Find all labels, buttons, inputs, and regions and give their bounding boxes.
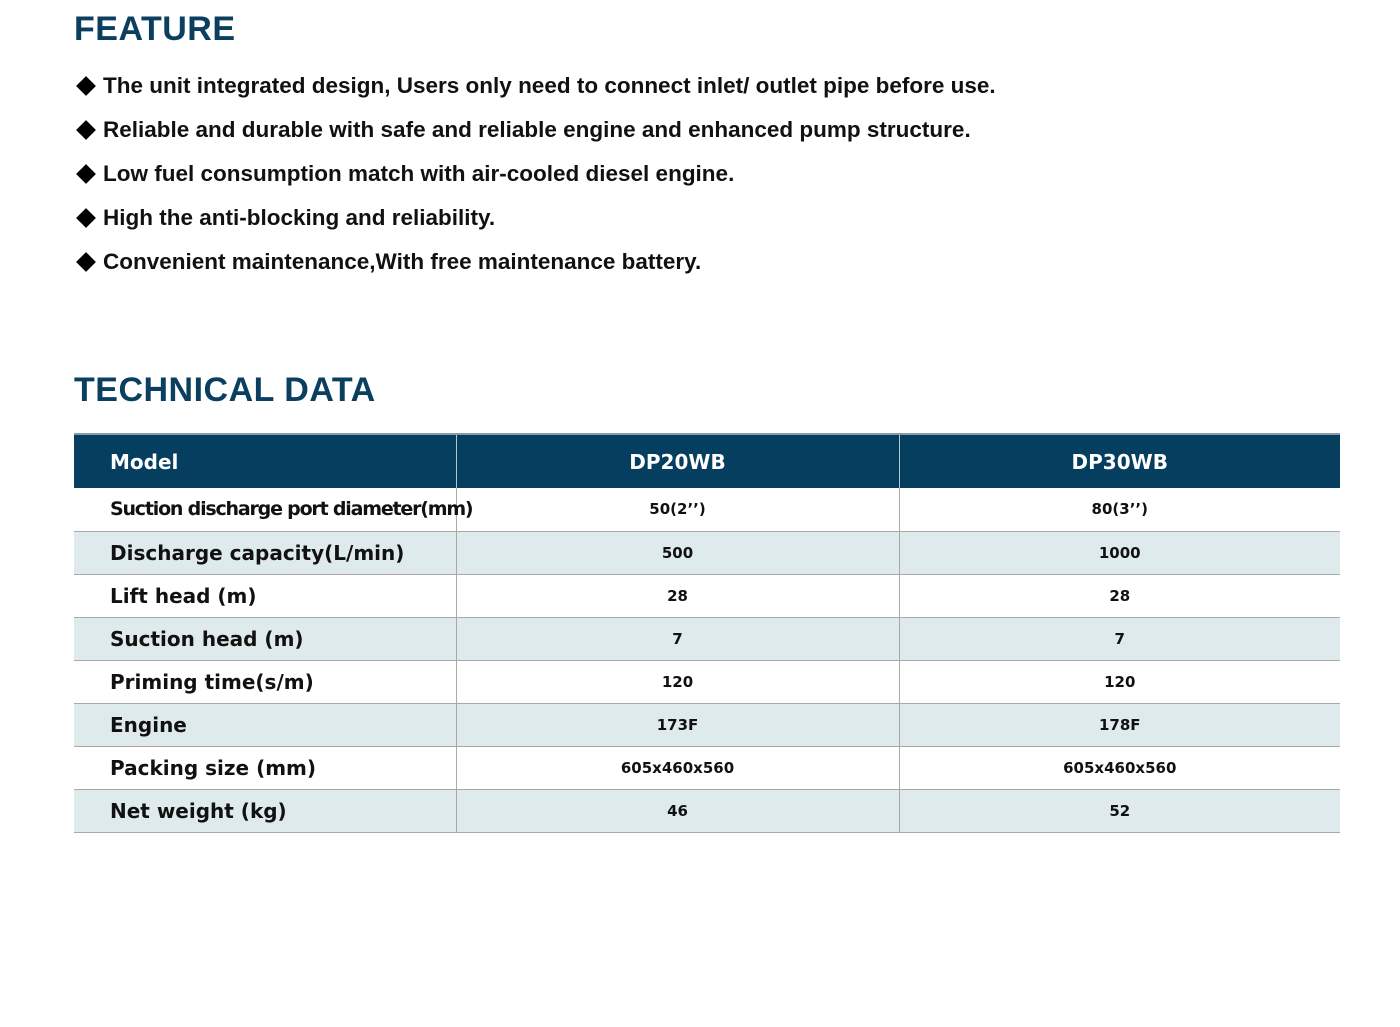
row-label: Engine [110,712,187,737]
feature-item [74,64,996,108]
table-row [74,574,1340,617]
feature-item [74,152,996,196]
table-row [74,703,1340,746]
feature-item [74,108,996,152]
table-row [74,488,1340,531]
row-value: 605x460x560 [899,746,1340,789]
diamond-bullet-icon [76,164,96,184]
row-value: 178F [899,703,1340,746]
feature-text: Low fuel consumption match with air-cooled diesel engine. [103,161,735,186]
model-dp20wb-header: DP20WB [456,434,899,488]
feature-text: High the anti-blocking and reliability. [103,205,496,230]
row-label: Priming time(s/m) [110,669,314,694]
feature-text: Convenient maintenance,With free maintenance battery. [103,249,702,274]
table-row [74,531,1340,574]
row-value: 1000 [899,531,1340,574]
model-dp30wb-header: DP30WB [899,434,1340,488]
row-label: Packing size (mm) [110,755,317,780]
feature-item [74,196,996,240]
row-value: 80(3’’) [899,488,1340,531]
row-value: 120 [899,660,1340,703]
row-value: 7 [456,617,899,660]
technical-data-table [74,433,1340,833]
feature-text: The unit integrated design, Users only need to connect inlet/ outlet pipe before use. [103,73,996,98]
row-value: 120 [456,660,899,703]
diamond-bullet-icon [76,76,96,96]
table-row [74,617,1340,660]
table-row [74,746,1340,789]
row-value: 28 [899,574,1340,617]
row-label: Suction head (m) [110,626,304,651]
feature-section-title: FEATURE [74,10,236,48]
diamond-bullet-icon [76,252,96,272]
feature-text: Reliable and durable with safe and reliable engine and enhanced pump structure. [103,117,971,142]
row-label: Lift head (m) [110,583,257,608]
diamond-bullet-icon [76,120,96,140]
diamond-bullet-icon [76,208,96,228]
table-row [74,789,1340,832]
feature-item [74,240,996,284]
row-value: 173F [456,703,899,746]
row-value: 605x460x560 [456,746,899,789]
row-value: 500 [456,531,899,574]
row-value: 52 [899,789,1340,832]
feature-list [74,64,996,284]
row-label: Net weight (kg) [110,798,287,823]
row-value: 46 [456,789,899,832]
table-header-row [74,434,1340,488]
row-label: Suction discharge port diameter(mm) [110,498,473,521]
model-column-header: Model [110,449,179,474]
row-value: 50(2’’) [456,488,899,531]
technical-data-title: TECHNICAL DATA [74,371,376,409]
table-row [74,660,1340,703]
row-label: Discharge capacity(L/min) [110,540,405,565]
row-value: 28 [456,574,899,617]
row-value: 7 [899,617,1340,660]
